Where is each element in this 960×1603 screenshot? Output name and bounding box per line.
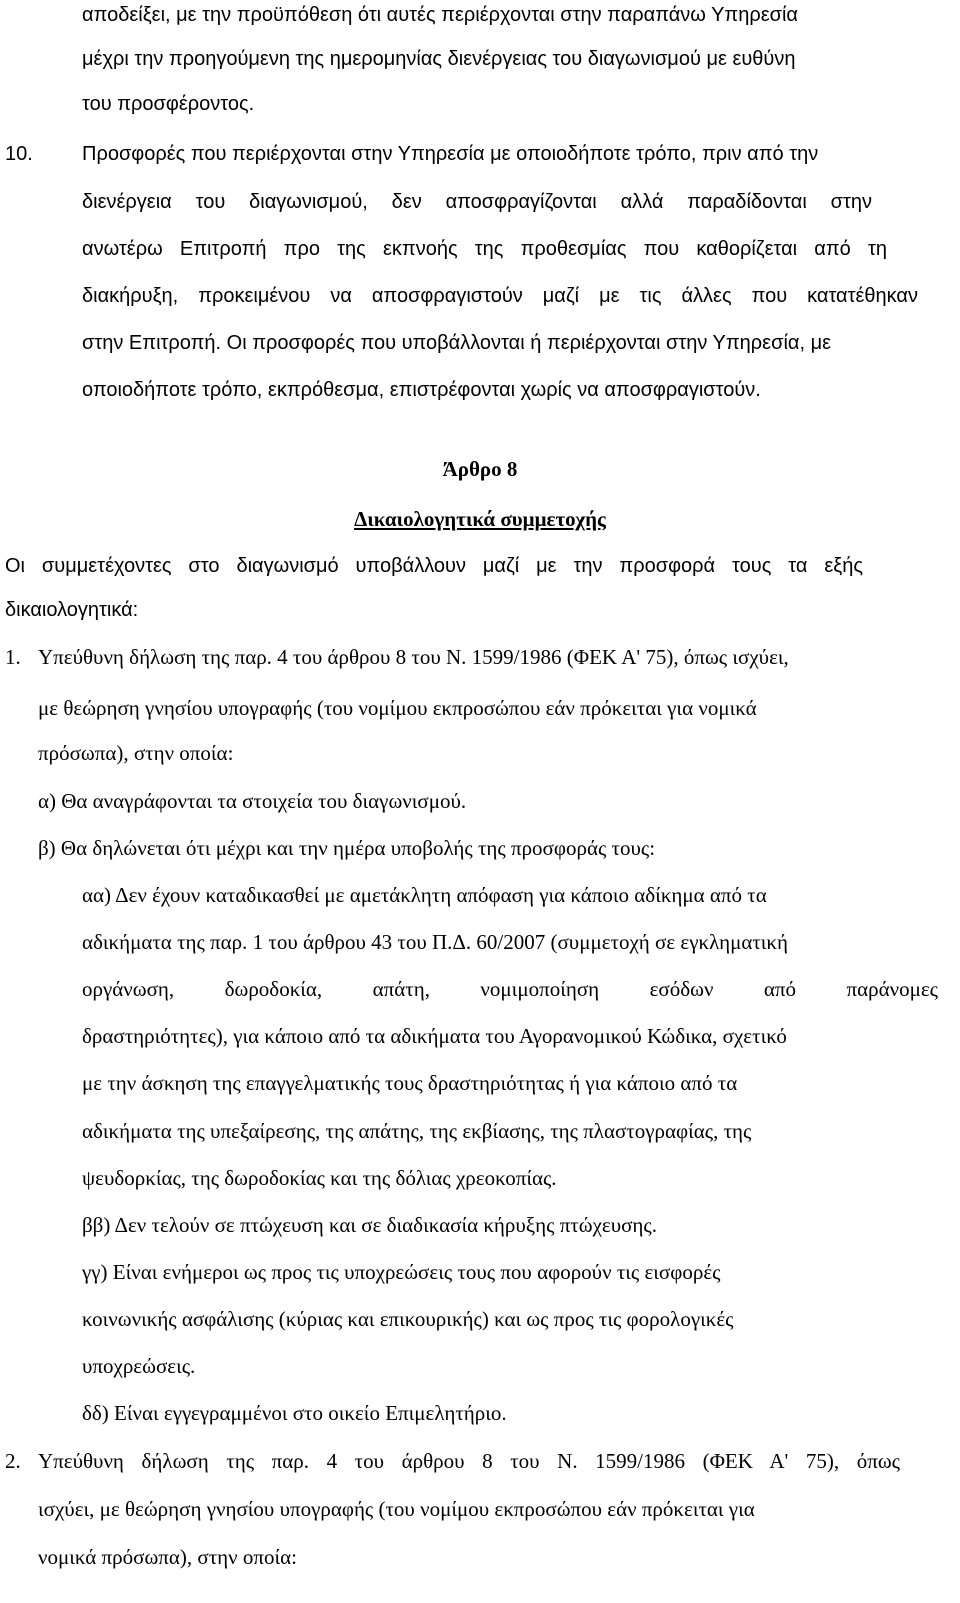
paragraph-line: Υπεύθυνη δήλωση της παρ. 4 του άρθρου 8 του Ν. 1599/1986 (ΦΕΚ Α' 75), όπως: [38, 1449, 900, 1473]
paragraph-line: ββ) Δεν τελούν σε πτώχευση και σε διαδικασία κήρυξης πτώχευσης.: [82, 1213, 657, 1237]
paragraph-line: μέχρι την προηγούμενη της ημερομηνίας διενέργειας του διαγωνισμού με ευθύνη: [82, 48, 796, 70]
paragraph-line: αα) Δεν έχουν καταδικασθεί με αμετάκλητη απόφαση για κάποιο αδίκημα από τα: [82, 883, 767, 907]
paragraph-line: δραστηριότητες), για κάποιο από τα αδικήματα του Αγορανομικού Κώδικα, σχετικό: [82, 1024, 787, 1048]
paragraph-line: Προσφορές που περιέρχονται στην Υπηρεσία με οποιοδήποτε τρόπο, πριν από την: [82, 143, 819, 165]
article-title: Δικαιολογητικά συμμετοχής: [354, 507, 606, 531]
paragraph-line: Υπεύθυνη δήλωση της παρ. 4 του άρθρου 8 του Ν. 1599/1986 (ΦΕΚ Α' 75), όπως ισχύει,: [38, 645, 789, 669]
paragraph-line: δδ) Είναι εγγεγραμμένοι στο οικείο Επιμελητήριο.: [82, 1401, 507, 1425]
paragraph-line: γγ) Είναι ενήμεροι ως προς τις υποχρεώσεις τους που αφορούν τις εισφορές: [82, 1260, 721, 1284]
paragraph-line: αποδείξει, με την προϋπόθεση ότι αυτές περιέρχονται στην παραπάνω Υπηρεσία: [82, 4, 798, 26]
paragraph-line: δικαιολογητικά:: [5, 599, 139, 621]
paragraph-line: οποιοδήποτε τρόπο, εκπρόθεσμα, επιστρέφονται χωρίς να αποσφραγιστούν.: [82, 379, 761, 401]
paragraph-line: οργάνωση, δωροδοκία, απάτη, νομιμοποίηση εσόδων από παράνομες: [82, 977, 938, 1001]
paragraph-line: ισχύει, με θεώρηση γνησίου υπογραφής (του νομίμου εκπροσώπου εάν πρόκειται για: [38, 1497, 755, 1521]
item-number: 10.: [5, 143, 33, 165]
item-number: 1.: [5, 645, 21, 669]
item-number: 2.: [5, 1449, 21, 1473]
paragraph-line: αδικήματα της παρ. 1 του άρθρου 43 του Π.Δ. 60/2007 (συμμετοχή σε εγκληματική: [82, 930, 788, 954]
paragraph-line: του προσφέροντος.: [82, 93, 255, 115]
paragraph-line: κοινωνικής ασφάλισης (κύριας και επικουρικής) και ως προς τις φορολογικές: [82, 1307, 734, 1331]
paragraph-line: υποχρεώσεις.: [82, 1354, 196, 1378]
paragraph-line: στην Επιτροπή. Οι προσφορές που υποβάλλονται ή περιέρχονται στην Υπηρεσία, με: [82, 332, 832, 354]
paragraph-line: ψευδορκίας, της δωροδοκίας και της δόλιας χρεοκοπίας.: [82, 1166, 557, 1190]
paragraph-line: διακήρυξη, προκειμένου να αποσφραγιστούν μαζί με τις άλλες που κατατέθηκαν: [82, 285, 918, 307]
paragraph-line: με θεώρηση γνησίου υπογραφής (του νομίμου εκπροσώπου εάν πρόκειται για νομικά: [38, 696, 757, 720]
paragraph-line: α) Θα αναγράφονται τα στοιχεία του διαγωνισμού.: [38, 789, 467, 813]
paragraph-line: Οι συμμετέχοντες στο διαγωνισμό υποβάλλουν μαζί με την προσφορά τους τα εξής: [5, 555, 863, 577]
paragraph-line: ανωτέρω Επιτροπή προ της εκπνοής της προθεσμίας που καθορίζεται από τη: [82, 238, 887, 260]
article-number: Άρθρο 8: [442, 457, 518, 481]
paragraph-line: νομικά πρόσωπα), στην οποία:: [38, 1545, 297, 1569]
paragraph-line: πρόσωπα), στην οποία:: [38, 741, 234, 765]
paragraph-line: β) Θα δηλώνεται ότι μέχρι και την ημέρα υποβολής της προσφοράς τους:: [38, 836, 656, 860]
paragraph-line: με την άσκηση της επαγγελματικής τους δραστηριότητας ή για κάποιο από τα: [82, 1071, 738, 1095]
paragraph-line: διενέργεια του διαγωνισμού, δεν αποσφραγίζονται αλλά παραδίδονται στην: [82, 191, 872, 213]
paragraph-line: αδικήματα της υπεξαίρεσης, της απάτης, της εκβίασης, της πλαστογραφίας, της: [82, 1119, 752, 1143]
